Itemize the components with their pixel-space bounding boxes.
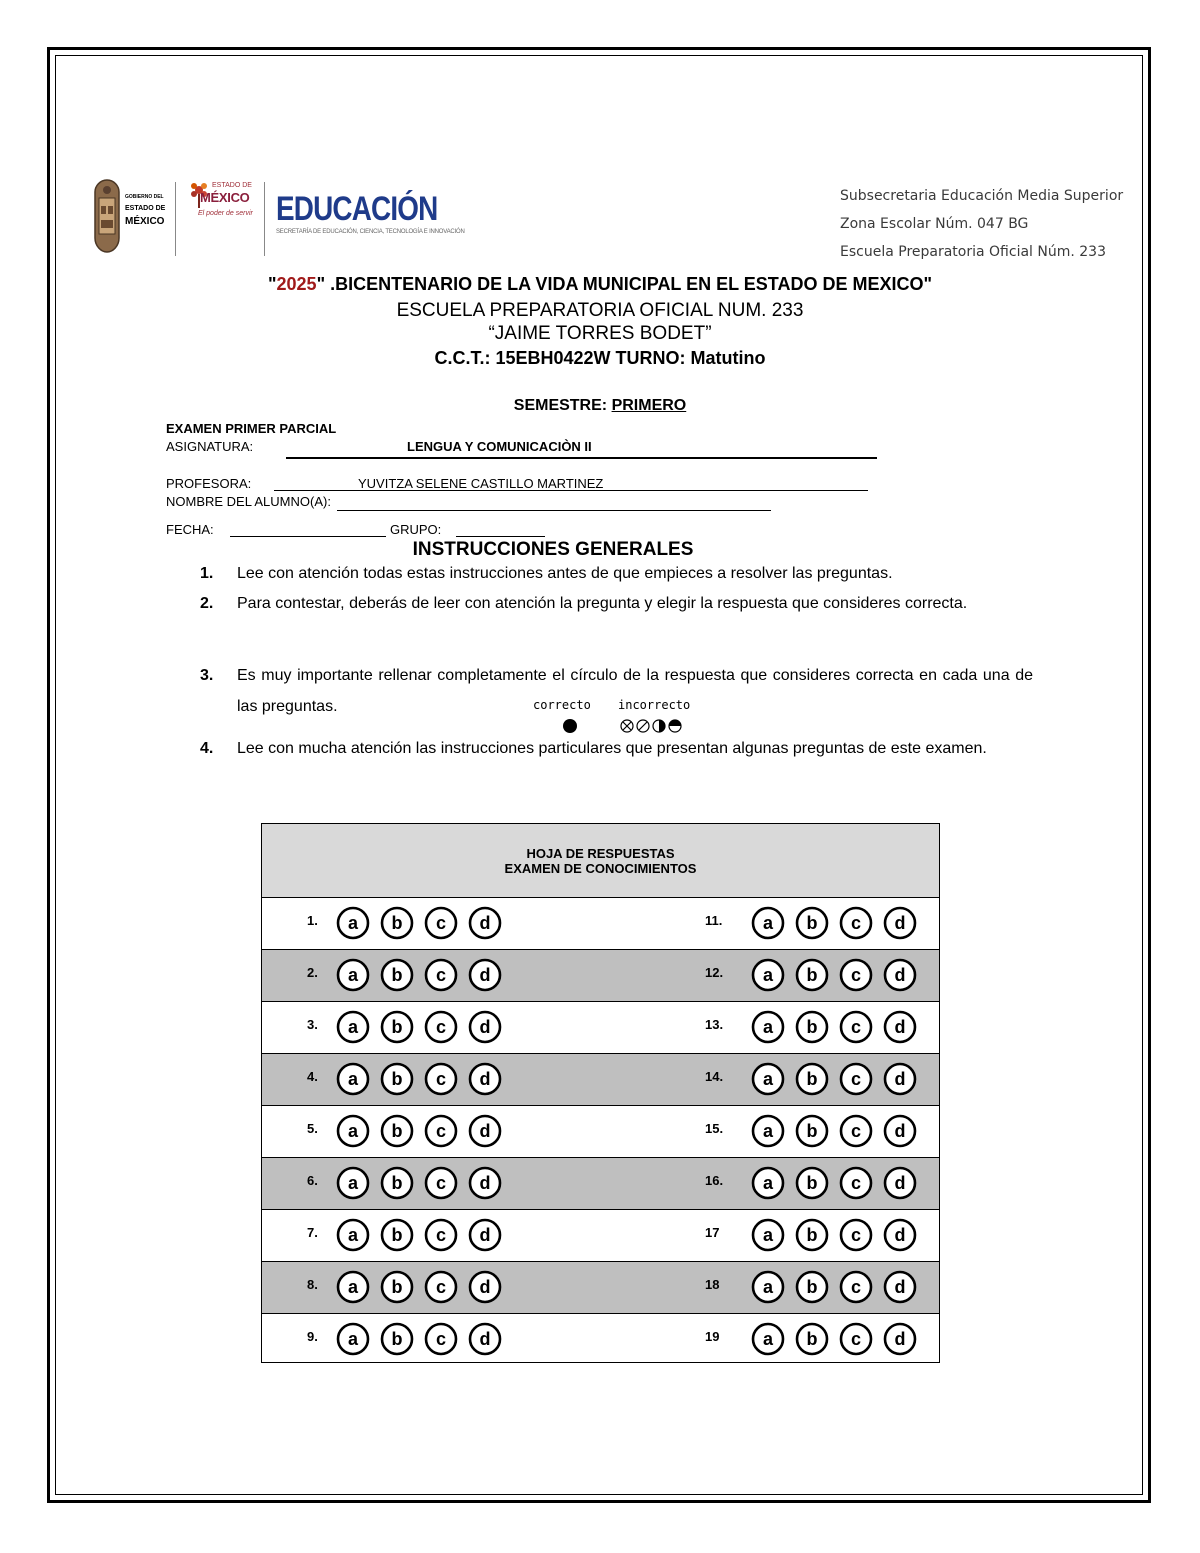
subsec-line: Zona Escolar Núm. 047 BG <box>840 216 1029 232</box>
question-number: 18 <box>705 1277 720 1292</box>
bubble-letter: a <box>347 1069 359 1089</box>
instruction-number: 3. <box>200 667 214 684</box>
bubble-letter: b <box>806 1173 818 1193</box>
question-number: 9. <box>307 1329 318 1344</box>
answer-sheet <box>261 823 940 1363</box>
bubble-letter: c <box>850 1225 862 1245</box>
question-number: 15. <box>705 1121 724 1136</box>
bubble-letter: d <box>894 1017 906 1037</box>
sheet-subtitle: EXAMEN DE CONOCIMIENTOS <box>504 861 697 876</box>
bubble-letter: a <box>762 1225 774 1245</box>
answer-bubble-a[interactable] <box>753 1324 783 1354</box>
bubble-letter: c <box>850 1069 862 1089</box>
answer-options <box>335 903 505 945</box>
answer-bubble-b[interactable] <box>382 1116 412 1146</box>
gob-line2: ESTADO DE <box>125 205 166 212</box>
bubble-letter: a <box>762 1069 774 1089</box>
answer-bubble-a[interactable] <box>338 1116 368 1146</box>
answer-options <box>750 1007 920 1049</box>
answer-bubble-c[interactable] <box>426 1220 456 1250</box>
bubble-letter: b <box>806 1277 818 1297</box>
crossed-circle-icon <box>621 720 633 732</box>
educacion-subtitle: SECRETARÍA DE EDUCACIÓN, CIENCIA, TECNOLOGÍA E INNOVACIÓN <box>276 229 465 235</box>
answer-options <box>335 1007 505 1049</box>
school-name: ESCUELA PREPARATORIA OFICIAL NUM. 233 <box>396 300 804 321</box>
answer-bubble-d[interactable] <box>885 908 915 938</box>
bicentenario-line <box>0 274 1200 295</box>
instruction-text: Para contestar, deberás de leer con atención la pregunta y elegir la respuesta que consideres correcta. <box>237 595 968 612</box>
quote: " <box>267 274 277 294</box>
bubble-letter: c <box>850 913 862 933</box>
answer-bubble-a[interactable] <box>338 1064 368 1094</box>
semestre-label: SEMESTRE: <box>513 397 612 414</box>
bubble-letter: a <box>762 913 774 933</box>
answer-row <box>262 1002 939 1054</box>
half-circle-icon <box>653 720 665 732</box>
edomex-top: ESTADO DE <box>212 182 252 189</box>
answer-bubble-c[interactable] <box>426 1272 456 1302</box>
instruction-text: Es muy importante rellenar completamente el círculo de la respuesta que consideres correcta en cada una de las preguntas. <box>237 667 1033 715</box>
profesora-label: PROFESORA: <box>166 476 252 491</box>
instruction-text: Lee con atención todas estas instrucciones antes de que empieces a resolver las preguntas. <box>237 565 893 582</box>
answer-options <box>750 1215 920 1257</box>
answer-bubble-c[interactable] <box>426 1012 456 1042</box>
answer-bubble-b[interactable] <box>382 1272 412 1302</box>
legend-marks <box>560 716 700 736</box>
answer-options <box>750 903 920 945</box>
bubble-letter: a <box>347 1017 359 1037</box>
answer-bubble-a[interactable] <box>753 1064 783 1094</box>
bubble-letter: c <box>435 1329 447 1349</box>
answer-row <box>262 1210 939 1262</box>
answer-bubble-c[interactable] <box>841 1272 871 1302</box>
answer-options <box>750 1059 920 1101</box>
bubble-letter: d <box>479 1121 491 1141</box>
bubble-letter: c <box>850 1329 862 1349</box>
answer-bubble-b[interactable] <box>382 1168 412 1198</box>
bubble-letter: b <box>806 1017 818 1037</box>
answer-bubble-c[interactable] <box>841 1116 871 1146</box>
answer-options <box>750 1319 920 1361</box>
bubble-letter: a <box>347 1173 359 1193</box>
bubble-letter: a <box>762 965 774 985</box>
answer-bubble-b[interactable] <box>382 1220 412 1250</box>
bubble-letter: b <box>391 1069 403 1089</box>
bubble-letter: b <box>806 965 818 985</box>
edomex-name: MÉXICO <box>200 190 250 205</box>
answer-bubble-b[interactable] <box>797 1012 827 1042</box>
bubble-letter: d <box>479 1069 491 1089</box>
answer-bubble-b[interactable] <box>797 1064 827 1094</box>
answer-bubble-c[interactable] <box>841 1220 871 1250</box>
answer-bubble-c[interactable] <box>841 1064 871 1094</box>
answer-bubble-d[interactable] <box>885 1324 915 1354</box>
question-number: 19 <box>705 1329 720 1344</box>
answer-bubble-d[interactable] <box>885 960 915 990</box>
bubble-letter: a <box>347 913 359 933</box>
bubble-letter: b <box>806 1329 818 1349</box>
bubble-letter: d <box>479 1277 491 1297</box>
answer-options <box>335 1059 505 1101</box>
answer-bubble-a[interactable] <box>753 960 783 990</box>
answer-options <box>335 955 505 997</box>
answer-bubble-c[interactable] <box>426 1064 456 1094</box>
instruction-number: 1. <box>200 565 214 582</box>
answer-options <box>335 1215 505 1257</box>
alumno-label: NOMBRE DEL ALUMNO(A): <box>166 494 331 509</box>
bubble-letter: c <box>435 1277 447 1297</box>
instructions-title: INSTRUCCIONES GENERALES <box>412 539 694 560</box>
bubble-letter: d <box>479 1017 491 1037</box>
bubble-letter: a <box>347 965 359 985</box>
answer-bubble-d[interactable] <box>885 1220 915 1250</box>
bubble-letter: d <box>894 1121 906 1141</box>
bubble-letter: a <box>762 1277 774 1297</box>
alumno-field[interactable] <box>337 510 771 511</box>
educacion-word: EDUCACIÓN <box>276 190 438 228</box>
answer-bubble-b[interactable] <box>382 1064 412 1094</box>
answer-bubble-c[interactable] <box>841 1324 871 1354</box>
bubble-letter: b <box>391 913 403 933</box>
question-number: 11. <box>705 913 723 928</box>
answer-bubble-c[interactable] <box>426 960 456 990</box>
school-honoree: “JAIME TORRES BODET” <box>488 323 712 344</box>
bubble-letter: b <box>391 965 403 985</box>
coat-of-arms-icon <box>92 178 122 254</box>
answer-row <box>262 1314 939 1366</box>
answer-bubble-d[interactable] <box>470 960 500 990</box>
answer-bubble-b[interactable] <box>797 960 827 990</box>
answer-bubble-d[interactable] <box>885 1064 915 1094</box>
answer-row <box>262 1054 939 1106</box>
fecha-field[interactable] <box>230 536 386 537</box>
profesora-underline <box>274 490 868 491</box>
answer-bubble-c[interactable] <box>426 1116 456 1146</box>
bubble-letter: a <box>762 1017 774 1037</box>
bubble-letter: b <box>806 1121 818 1141</box>
answer-bubble-a[interactable] <box>338 1324 368 1354</box>
answer-bubble-d[interactable] <box>470 1272 500 1302</box>
bubble-letter: c <box>850 1277 862 1297</box>
answer-bubble-d[interactable] <box>885 1012 915 1042</box>
answer-row <box>262 950 939 1002</box>
gobierno-logo <box>92 178 172 258</box>
grupo-label: GRUPO: <box>390 522 442 537</box>
sheet-title: HOJA DE RESPUESTAS <box>526 846 675 861</box>
bubble-letter: d <box>479 1329 491 1349</box>
legend-incorrect-label: incorrecto <box>618 698 691 712</box>
bubble-letter: d <box>894 913 906 933</box>
bubble-letter: b <box>391 1121 403 1141</box>
answer-bubble-b[interactable] <box>797 1220 827 1250</box>
edomex-tagline: El poder de servir <box>198 210 253 217</box>
bubble-letter: a <box>347 1277 359 1297</box>
bubble-letter: d <box>479 913 491 933</box>
gob-line1: GOBIERNO DEL <box>125 194 164 200</box>
answer-bubble-b[interactable] <box>382 1012 412 1042</box>
answer-bubble-b[interactable] <box>797 908 827 938</box>
answer-bubble-d[interactable] <box>470 1168 500 1198</box>
answer-bubble-b[interactable] <box>797 1272 827 1302</box>
cct-turno: C.C.T.: 15EBH0422W TURNO: Matutino <box>434 348 766 368</box>
semestre-line <box>0 397 1200 415</box>
answer-bubble-b[interactable] <box>797 1116 827 1146</box>
bubble-letter: c <box>435 965 447 985</box>
answer-bubble-a[interactable] <box>338 908 368 938</box>
answer-options <box>750 1111 920 1153</box>
bubble-letter: b <box>391 1017 403 1037</box>
answer-bubble-d[interactable] <box>470 1012 500 1042</box>
bubble-letter: a <box>762 1173 774 1193</box>
top-half-circle-icon <box>669 720 681 732</box>
answer-options <box>335 1111 505 1153</box>
question-number: 13. <box>705 1017 724 1032</box>
logo-divider <box>175 182 176 256</box>
answer-bubble-b[interactable] <box>382 908 412 938</box>
answer-bubble-a[interactable] <box>753 1220 783 1250</box>
subsec-line: Escuela Preparatoria Oficial Núm. 233 <box>840 244 1106 260</box>
answer-row <box>262 1262 939 1314</box>
answer-bubble-d[interactable] <box>470 1116 500 1146</box>
question-number: 1. <box>307 913 318 928</box>
bubble-letter: c <box>850 1121 862 1141</box>
gob-line3: MÉXICO <box>125 216 165 227</box>
answer-bubble-c[interactable] <box>426 908 456 938</box>
answer-bubble-b[interactable] <box>797 1324 827 1354</box>
logo-divider <box>264 182 265 256</box>
subsecretaria-block <box>840 182 1123 266</box>
question-number: 6. <box>307 1173 318 1188</box>
answer-options <box>750 955 920 997</box>
answer-bubble-a[interactable] <box>338 960 368 990</box>
answer-options <box>750 1267 920 1309</box>
bubble-letter: c <box>435 1173 447 1193</box>
bubble-letter: c <box>435 1069 447 1089</box>
answer-bubble-a[interactable] <box>753 1272 783 1302</box>
answer-bubble-c[interactable] <box>426 1324 456 1354</box>
answer-bubble-c[interactable] <box>841 960 871 990</box>
answer-bubble-a[interactable] <box>338 1272 368 1302</box>
bubble-letter: d <box>894 1173 906 1193</box>
question-number: 7. <box>307 1225 318 1240</box>
grupo-field[interactable] <box>456 536 545 537</box>
bubble-letter: a <box>347 1329 359 1349</box>
bubble-letter: d <box>479 1173 491 1193</box>
question-number: 17 <box>705 1225 720 1240</box>
bubble-letter: c <box>850 965 862 985</box>
answer-bubble-d[interactable] <box>470 1324 500 1354</box>
exam-title: EXAMEN PRIMER PARCIAL <box>166 421 337 436</box>
question-number: 3. <box>307 1017 318 1032</box>
answer-bubble-a[interactable] <box>753 1012 783 1042</box>
filled-circle-icon <box>563 719 577 733</box>
answer-bubble-b[interactable] <box>382 960 412 990</box>
answer-bubble-a[interactable] <box>753 1168 783 1198</box>
year: 2025 <box>276 274 317 294</box>
answer-sheet-header <box>262 824 939 898</box>
answer-bubble-d[interactable] <box>470 908 500 938</box>
bubble-letter: b <box>391 1329 403 1349</box>
asignatura-value: LENGUA Y COMUNICACIÒN II <box>407 439 592 454</box>
answer-bubble-c[interactable] <box>841 1012 871 1042</box>
bubble-letter: b <box>806 1225 818 1245</box>
educacion-logo <box>276 192 473 235</box>
answer-options <box>750 1163 920 1205</box>
bubble-letter: b <box>806 1069 818 1089</box>
answer-bubble-d[interactable] <box>885 1116 915 1146</box>
question-number: 2. <box>307 965 318 980</box>
bubble-letter: b <box>391 1277 403 1297</box>
answer-options <box>335 1163 505 1205</box>
question-number: 16. <box>705 1173 724 1188</box>
bubble-letter: a <box>762 1121 774 1141</box>
answer-bubble-c[interactable] <box>841 1168 871 1198</box>
bubble-letter: b <box>391 1225 403 1245</box>
legend-correct-label: correcto <box>533 698 591 712</box>
question-number: 12. <box>705 965 724 980</box>
bicentenario-text: " .BICENTENARIO DE LA VIDA MUNICIPAL EN EL ESTADO DE MEXICO" <box>316 274 933 294</box>
answer-bubble-a[interactable] <box>338 1220 368 1250</box>
bubble-letter: c <box>435 1017 447 1037</box>
answer-bubble-a[interactable] <box>338 1012 368 1042</box>
bubble-letter: c <box>435 1121 447 1141</box>
bubble-letter: c <box>435 1225 447 1245</box>
answer-options <box>335 1319 505 1361</box>
bubble-letter: d <box>894 1329 906 1349</box>
subsec-line: Subsecretaria Educación Media Superior <box>840 188 1124 204</box>
bubble-letter: d <box>894 1277 906 1297</box>
asignatura-underline <box>286 457 877 459</box>
answer-row <box>262 1106 939 1158</box>
profesora-value: YUVITZA SELENE CASTILLO MARTINEZ <box>358 476 604 491</box>
slashed-circle-icon <box>637 720 649 732</box>
instruction-number: 4. <box>200 740 214 757</box>
bubble-letter: a <box>347 1121 359 1141</box>
answer-row <box>262 898 939 950</box>
semestre-value: PRIMERO <box>611 397 687 414</box>
bubble-letter: d <box>894 965 906 985</box>
bubble-letter: a <box>347 1225 359 1245</box>
answer-bubble-d[interactable] <box>470 1220 500 1250</box>
bubble-letter: c <box>435 913 447 933</box>
question-number: 5. <box>307 1121 318 1136</box>
bubble-letter: b <box>391 1173 403 1193</box>
answer-bubble-a[interactable] <box>753 908 783 938</box>
bubble-letter: d <box>479 1225 491 1245</box>
answer-row <box>262 1158 939 1210</box>
bubble-letter: c <box>850 1173 862 1193</box>
answer-bubble-c[interactable] <box>426 1168 456 1198</box>
bubble-letter: d <box>479 965 491 985</box>
answer-options <box>335 1267 505 1309</box>
asignatura-label: ASIGNATURA: <box>166 439 254 454</box>
question-number: 8. <box>307 1277 318 1292</box>
answer-bubble-d[interactable] <box>885 1168 915 1198</box>
bubble-letter: d <box>894 1225 906 1245</box>
bubble-letter: c <box>850 1017 862 1037</box>
answer-bubble-d[interactable] <box>470 1064 500 1094</box>
fecha-label: FECHA: <box>166 522 214 537</box>
bubble-letter: a <box>762 1329 774 1349</box>
bubble-letter: b <box>806 913 818 933</box>
answer-bubble-c[interactable] <box>841 908 871 938</box>
bubble-letter: d <box>894 1069 906 1089</box>
answer-bubble-a[interactable] <box>338 1168 368 1198</box>
instruction-text: Lee con mucha atención las instrucciones particulares que presentan algunas preguntas de este examen. <box>237 740 987 757</box>
question-number: 4. <box>307 1069 318 1084</box>
question-number: 14. <box>705 1069 724 1084</box>
edomex-logo <box>188 180 264 240</box>
answer-bubble-b[interactable] <box>797 1168 827 1198</box>
answer-bubble-b[interactable] <box>382 1324 412 1354</box>
answer-bubble-d[interactable] <box>885 1272 915 1302</box>
answer-bubble-a[interactable] <box>753 1116 783 1146</box>
instruction-number: 2. <box>200 595 214 612</box>
